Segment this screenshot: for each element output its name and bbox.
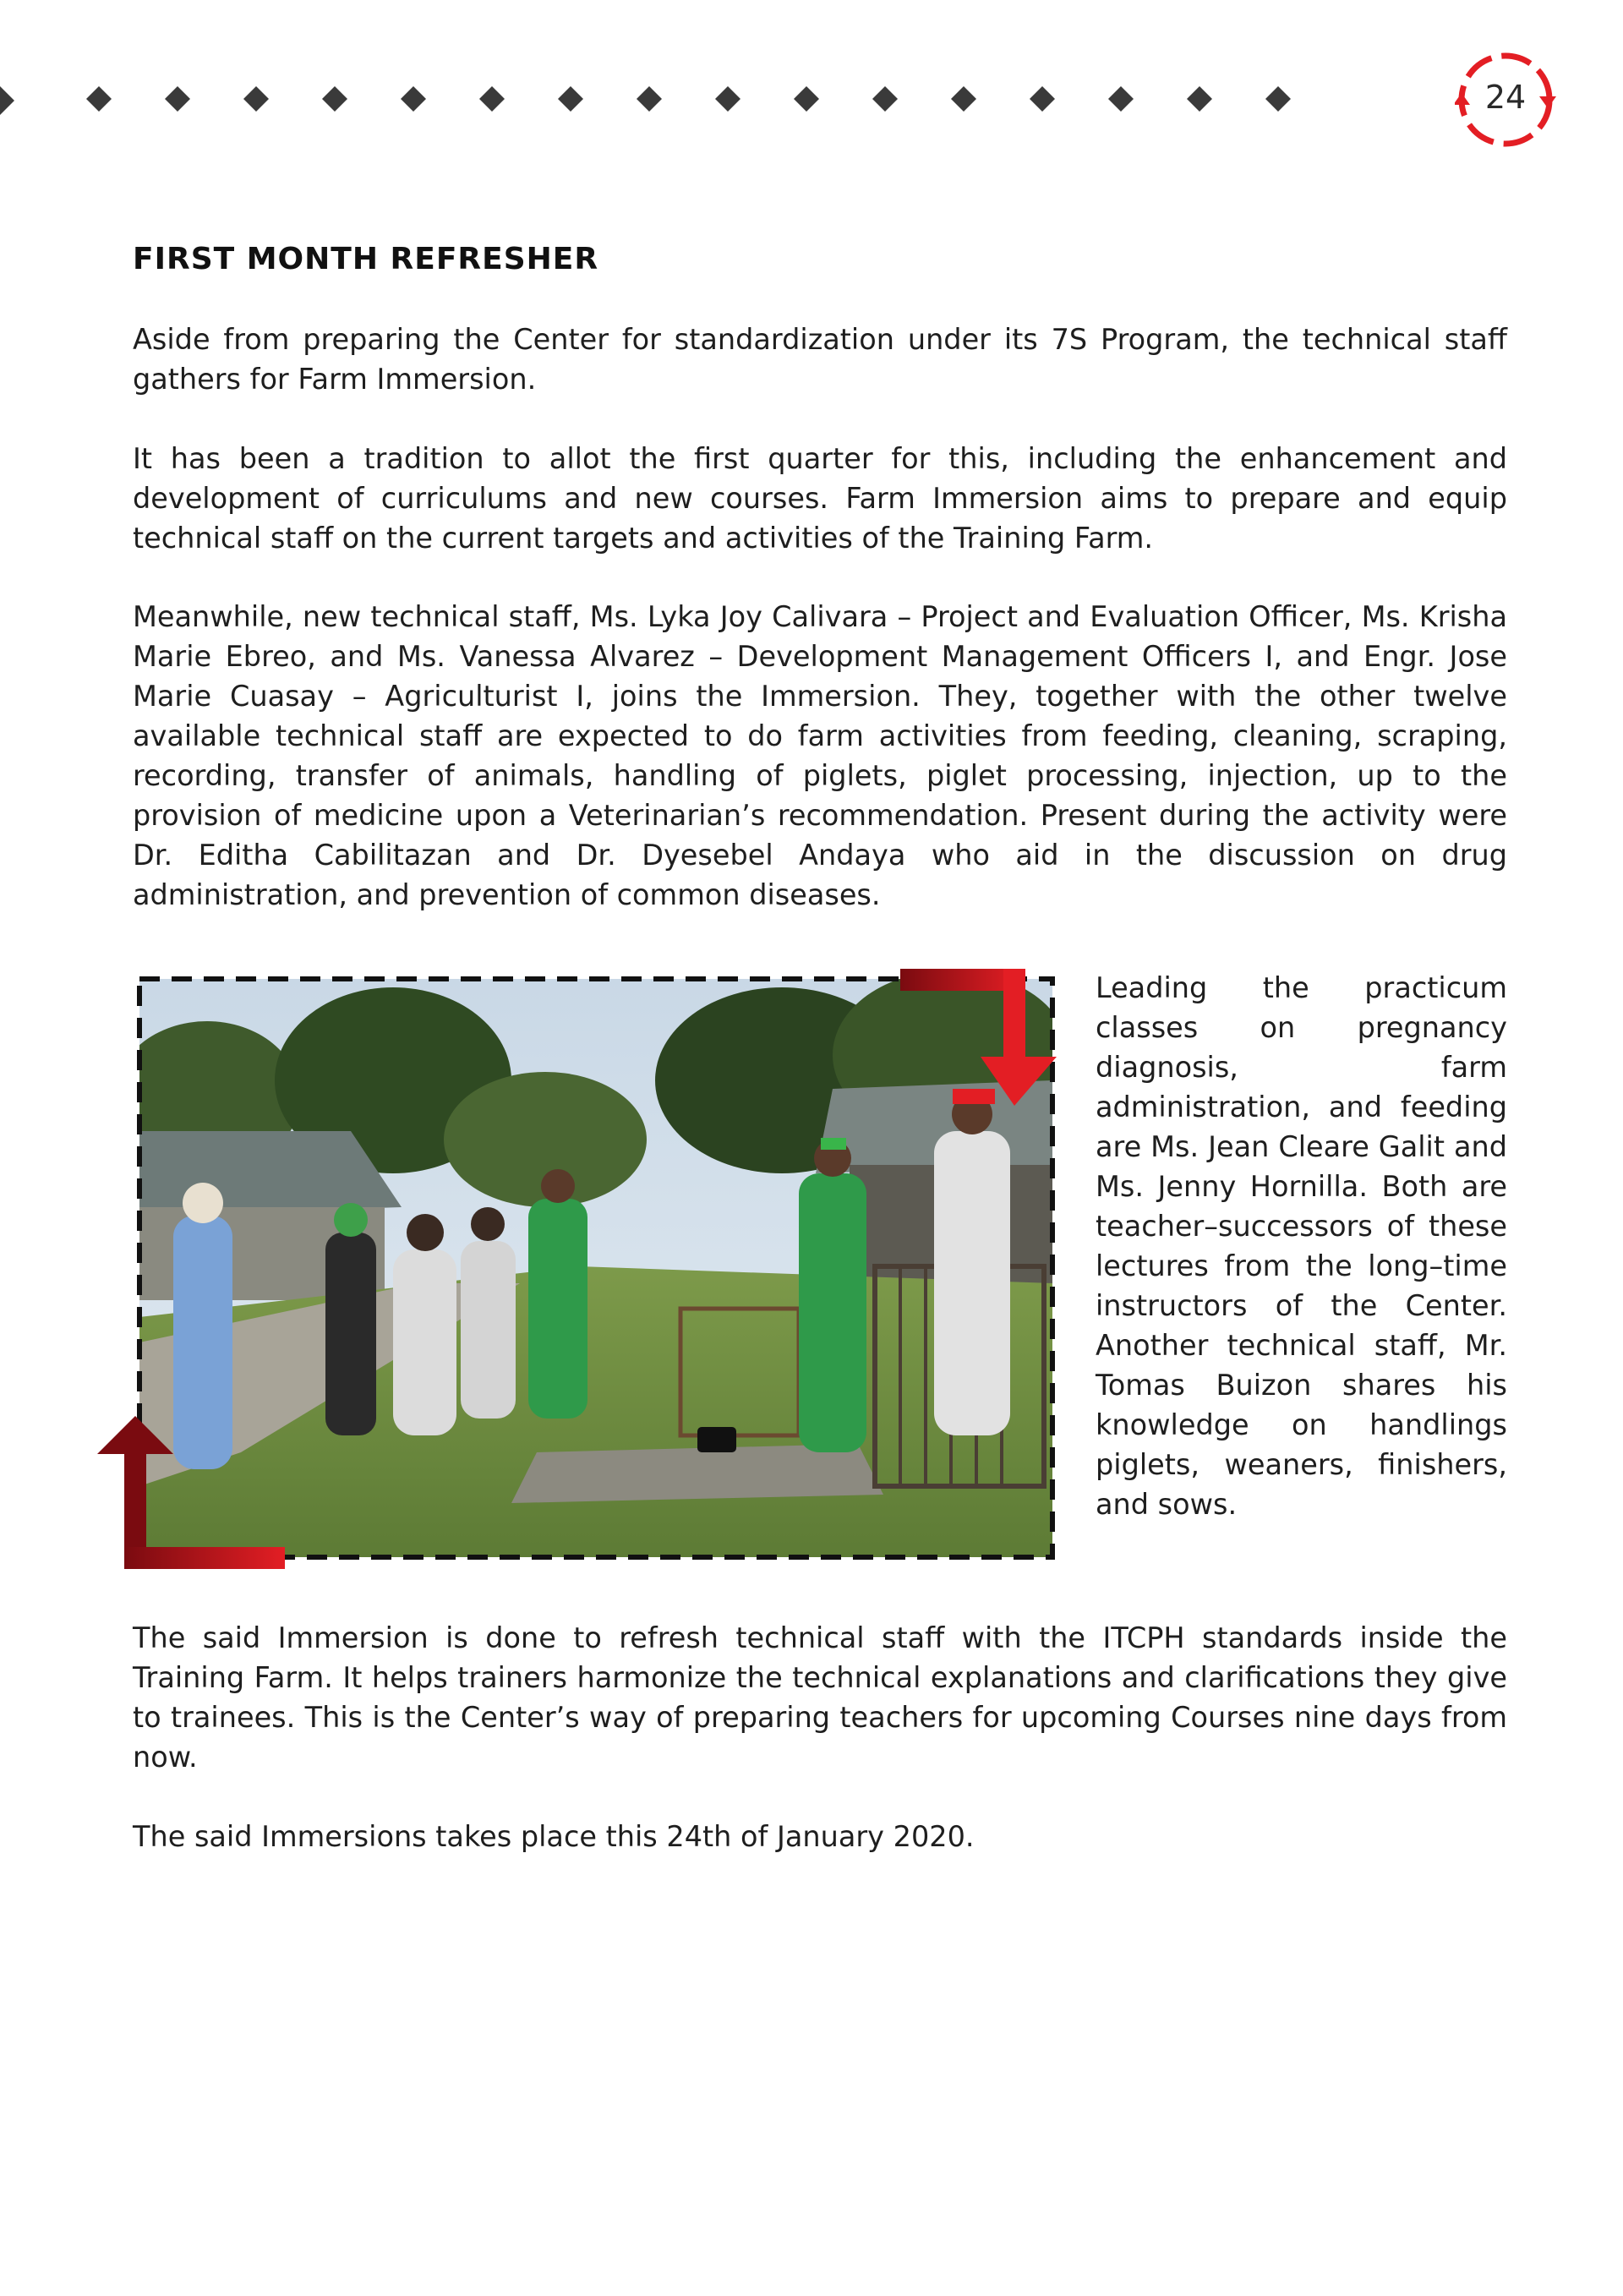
diamond-ornament [872, 86, 898, 112]
body-paragraph: The said Immersion is done to refresh technical staff with the ITCPH standards inside the Training Farm. It helps trainers harmonize the technical explanations and clarifications they give to trainees. This is the Center’s way of preparing teachers for upcoming Courses nine days from now. [133, 1621, 1507, 1774]
diamond-ornament [794, 86, 819, 112]
diamond-ornament [637, 86, 662, 112]
section-heading: FIRST MONTH REFRESHER [133, 242, 599, 276]
diamond-ornament [165, 86, 190, 112]
diamond-ornament [558, 86, 583, 112]
diamond-divider [0, 0, 1623, 203]
body-paragraph: It has been a tradition to allot the first quarter for this, including the enhancement and development of curriculums and new courses. Farm Immersion aims to prepare and equip technical staff on the current targets and activities of the Training Farm. [133, 442, 1507, 555]
page-number: 24 [1484, 79, 1527, 116]
diamond-ornament [322, 86, 347, 112]
corner-arrow-icon [97, 1416, 285, 1569]
side-paragraph: Leading the practicum classes on pregnancy diagnosis, farm administration, and feeding are Ms. Jean Cleare Galit and Ms. Jenny Hornilla. Both are teacher–successors of these lectures from the long–time instructors of the Center. Another technical staff, Mr. Tomas Buizon shares his knowledge on handlings piglets, weaners, finishers, and sows. [1096, 971, 1507, 1521]
diamond-ornament [401, 86, 426, 112]
diamond-ornament [715, 86, 740, 112]
body-paragraph: The said Immersions takes place this 24th of January 2020. [133, 1820, 975, 1853]
diamond-ornament [479, 86, 505, 112]
diamond-ornament [86, 86, 112, 112]
photo-block [97, 964, 1069, 1577]
body-paragraph: Meanwhile, new technical staff, Ms. Lyka Joy Calivara – Project and Evaluation Officer, Ms. Krisha Marie Ebreo, and Ms. Vanessa Alvarez – Development Management Officers I, and Engr. Jose Marie Cuasay – Agriculturist I, joins the Immersion. They, together with the other twelve available technical staff are expected to do farm activities from feeding, cleaning, scraping, recording, transfer of animals, handling of piglets, piglet processing, injection, up to the provision of medicine upon a Veterinarian’s recommendation. Present during the activity were Dr. Editha Cabilitazan and Dr. Dyesebel Andaya who aid in the discussion on drug administration, and prevention of common diseases. [133, 600, 1507, 911]
body-paragraph: Aside from preparing the Center for standardization under its 7S Program, the technical staff gathers for Farm Immersion. [133, 323, 1507, 396]
diamond-ornament [1265, 86, 1291, 112]
corner-arrow-icon [900, 969, 1057, 1106]
diamond-ornament [243, 86, 269, 112]
diamond-ornament [1187, 86, 1212, 112]
page-number-badge [1455, 49, 1556, 150]
photo-frame [97, 964, 1069, 1577]
diamond-ornament [951, 86, 976, 112]
diamond-ornament [1108, 86, 1134, 112]
diamond-ornament [1030, 86, 1055, 112]
